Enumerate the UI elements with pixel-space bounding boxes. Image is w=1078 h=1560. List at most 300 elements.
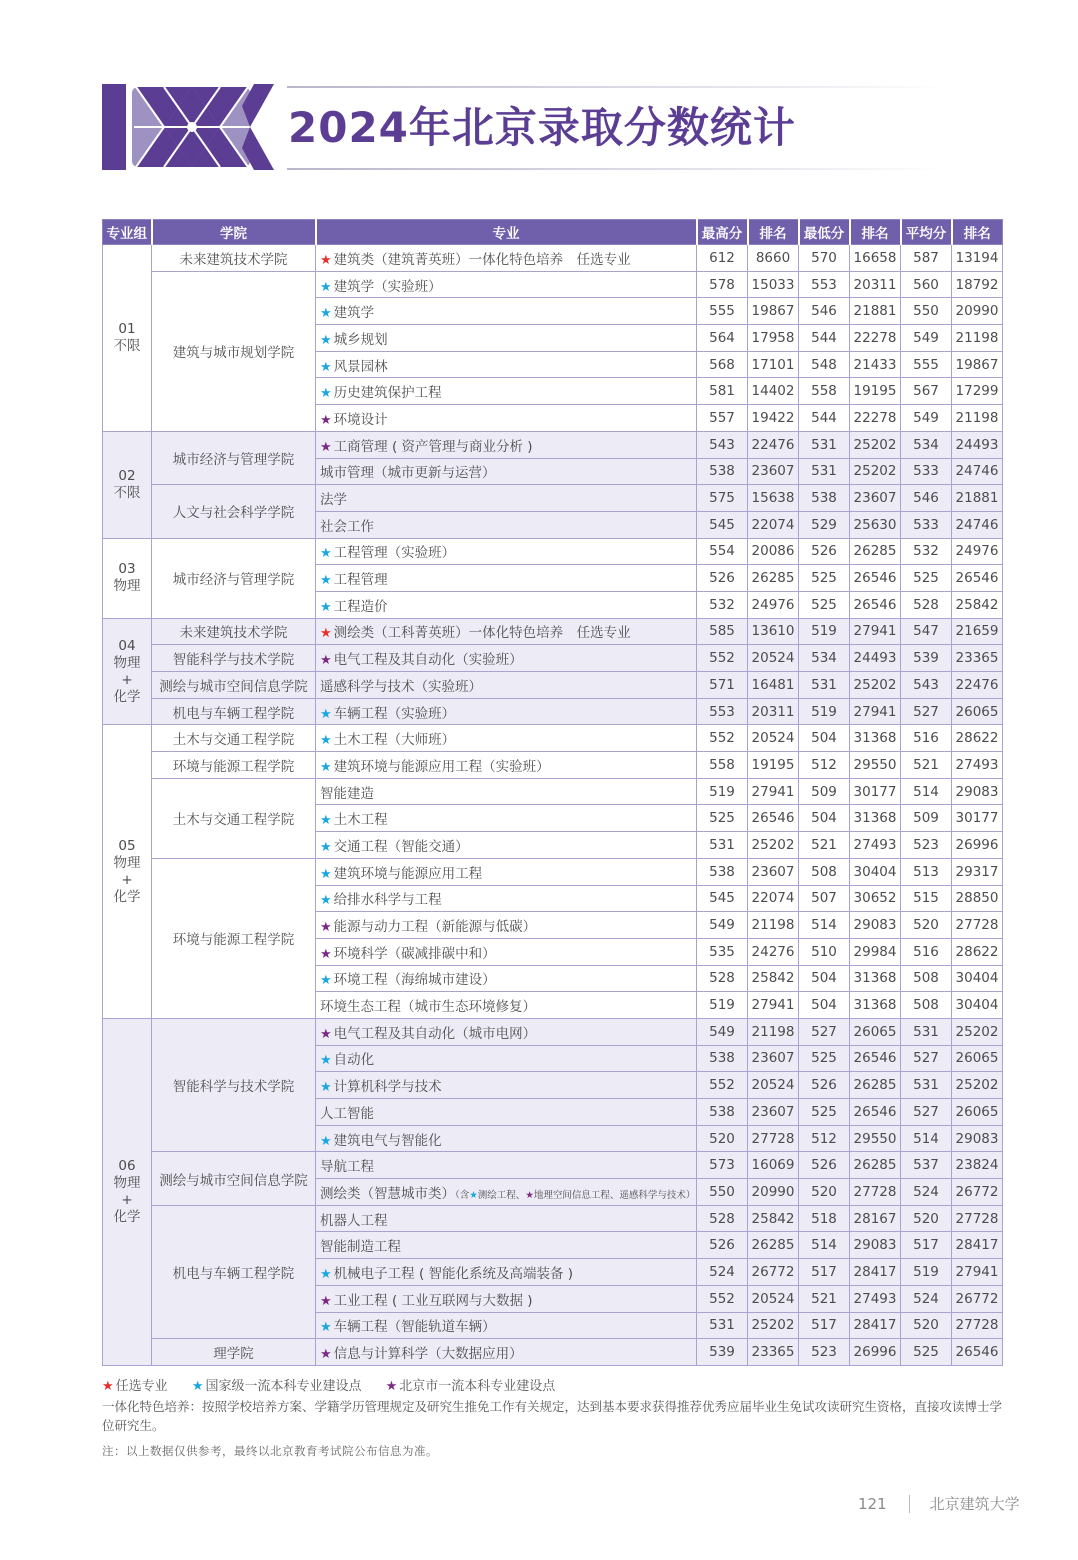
max-score-cell: 538 [697, 1045, 748, 1072]
max-score-cell: 539 [697, 1339, 748, 1366]
major-cell [316, 698, 697, 725]
min-rank-cell: 28417 [850, 1259, 901, 1286]
avg-score-cell: 520 [901, 1312, 952, 1339]
blue-star-icon: ★ [320, 386, 332, 402]
min-score-cell: 520 [799, 1179, 850, 1206]
college-cell: 智能科学与技术学院 [152, 645, 316, 672]
avg-score-cell: 533 [901, 458, 952, 485]
major-name: 建筑环境与能源应用工程 [333, 865, 483, 882]
min-score-cell: 570 [799, 245, 850, 272]
major-name: 社会工作 [320, 518, 374, 535]
avg-score-cell: 515 [901, 885, 952, 912]
major-name: 测绘类（工科菁英班）一体化特色培养 任选专业 [333, 625, 631, 642]
min-rank-cell: 26065 [850, 1018, 901, 1045]
college-cell: 城市经济与管理学院 [152, 431, 316, 484]
min-rank-cell: 29083 [850, 912, 901, 939]
major-name: 风景园林 [333, 358, 388, 375]
table-row [103, 698, 1003, 725]
avg-rank-cell: 26065 [952, 1045, 1003, 1072]
min-score-cell: 504 [799, 805, 850, 832]
table-row [103, 725, 1003, 752]
max-score-cell: 553 [697, 698, 748, 725]
min-rank-cell: 22278 [850, 405, 901, 432]
major-cell [316, 591, 697, 618]
max-score-cell: 549 [697, 1018, 748, 1045]
max-rank-cell: 26772 [748, 1259, 799, 1286]
major-name: 能源与动力工程（新能源与低碳） [333, 919, 537, 936]
max-rank-cell: 13610 [748, 618, 799, 645]
major-name: 遥感科学与技术（实验班） [320, 678, 482, 695]
avg-rank-cell: 21198 [952, 405, 1003, 432]
legend-item-elective: ★ 任选专业 [102, 1379, 168, 1394]
min-score-cell: 512 [799, 752, 850, 779]
avg-score-cell: 516 [901, 938, 952, 965]
avg-rank-cell: 25202 [952, 1018, 1003, 1045]
avg-score-cell: 527 [901, 1099, 952, 1126]
max-rank-cell: 20990 [748, 1179, 799, 1206]
max-rank-cell: 26285 [748, 1232, 799, 1259]
major-cell [316, 672, 697, 699]
min-score-cell: 519 [799, 698, 850, 725]
max-rank-cell: 8660 [748, 245, 799, 272]
major-name: 给排水科学与工程 [333, 892, 442, 909]
major-name: 建筑学 [333, 305, 375, 322]
min-rank-cell: 25202 [850, 431, 901, 458]
table-row [103, 752, 1003, 779]
max-rank-cell: 19422 [748, 405, 799, 432]
college-cell: 土木与交通工程学院 [152, 778, 316, 858]
blue-star-icon: ★ [320, 839, 332, 855]
min-rank-cell: 22278 [850, 325, 901, 352]
group-subject-line: 不限 [113, 484, 141, 501]
avg-score-cell: 519 [901, 1259, 952, 1286]
avg-rank-cell: 24976 [952, 538, 1003, 565]
major-sub-note: （含★测绘工程、★地理空间信息工程、遥感科学与技术） [455, 1189, 696, 1201]
min-score-cell: 525 [799, 1045, 850, 1072]
max-score-cell: 585 [697, 618, 748, 645]
major-name: 车辆工程（智能轨道车辆） [333, 1319, 496, 1336]
avg-rank-cell: 26065 [952, 698, 1003, 725]
major-name: 城市管理（城市更新与运营） [320, 465, 496, 482]
table-row [103, 1018, 1003, 1045]
max-score-cell: 552 [697, 725, 748, 752]
blue-star-icon: ★ [320, 279, 332, 295]
major-cell [316, 992, 697, 1019]
max-rank-cell: 25842 [748, 1205, 799, 1232]
table-header-row [103, 220, 1003, 245]
min-rank-cell: 21881 [850, 298, 901, 325]
major-name: 自动化 [333, 1052, 375, 1069]
avg-rank-cell: 17299 [952, 378, 1003, 405]
group-cell [103, 618, 152, 725]
title-rule-bottom [287, 168, 947, 170]
purple-star-icon: ★ [320, 1026, 332, 1042]
blue-star-icon: ★ [320, 893, 332, 909]
avg-rank-cell: 28850 [952, 885, 1003, 912]
max-rank-cell: 26546 [748, 805, 799, 832]
max-rank-cell: 22074 [748, 885, 799, 912]
major-cell [316, 725, 697, 752]
major-name: 机器人工程 [320, 1212, 388, 1229]
major-name: 车辆工程（实验班） [333, 705, 456, 722]
avg-rank-cell: 26772 [952, 1285, 1003, 1312]
disclaimer-note: 注：以上数据仅供参考，最终以北京教育考试院公布信息为准。 [102, 1444, 438, 1458]
avg-score-cell: 549 [901, 325, 952, 352]
avg-rank-cell: 29083 [952, 1125, 1003, 1152]
min-score-cell: 525 [799, 591, 850, 618]
star-legend [102, 1375, 575, 1394]
group-subject-line: 物理 [113, 854, 141, 871]
max-score-cell: 549 [697, 912, 748, 939]
min-rank-cell: 26996 [850, 1339, 901, 1366]
major-cell [316, 885, 697, 912]
max-score-cell: 538 [697, 458, 748, 485]
major-name: 电气工程及其自动化（城市电网） [333, 1025, 537, 1042]
blue-star-icon: ★ [320, 306, 332, 322]
min-score-cell: 531 [799, 672, 850, 699]
major-cell [316, 511, 697, 538]
major-cell [316, 1152, 697, 1179]
max-score-cell: 545 [697, 885, 748, 912]
avg-score-cell: 509 [901, 805, 952, 832]
blue-star-icon: ★ [320, 1266, 332, 1282]
col-header-major: 专业 [316, 220, 697, 245]
table-row [103, 431, 1003, 458]
major-name: 工程造价 [333, 598, 388, 615]
avg-rank-cell: 29317 [952, 858, 1003, 885]
max-rank-cell: 25202 [748, 832, 799, 859]
integrated-training-note: 一体化特色培养：按照学校培养方案、学籍学历管理规定及研究生推免工作有关规定，达到基本要求获得推荐优秀应届毕业生免试攻读研究生资格，直接攻读博士学位研究生。 [102, 1399, 1003, 1433]
avg-score-cell: 546 [901, 485, 952, 512]
avg-rank-cell: 18792 [952, 271, 1003, 298]
major-cell [316, 1285, 697, 1312]
min-rank-cell: 21433 [850, 351, 901, 378]
group-subject-line: + [121, 671, 133, 688]
avg-rank-cell: 26772 [952, 1179, 1003, 1206]
col-header-group: 专业组 [103, 220, 152, 245]
blue-star-icon: ★ [320, 1133, 332, 1149]
max-rank-cell: 24276 [748, 938, 799, 965]
max-score-cell: 519 [697, 992, 748, 1019]
min-score-cell: 504 [799, 725, 850, 752]
max-score-cell: 532 [697, 591, 748, 618]
major-cell [316, 1259, 697, 1286]
min-rank-cell: 26285 [850, 538, 901, 565]
min-rank-cell: 26546 [850, 591, 901, 618]
min-score-cell: 510 [799, 938, 850, 965]
table-row [103, 485, 1003, 512]
college-cell: 未来建筑技术学院 [152, 618, 316, 645]
avg-score-cell: 525 [901, 1339, 952, 1366]
major-cell [316, 1072, 697, 1099]
avg-rank-cell: 21881 [952, 485, 1003, 512]
max-score-cell: 552 [697, 645, 748, 672]
major-cell [316, 1045, 697, 1072]
major-cell [316, 378, 697, 405]
group-cell [103, 1018, 152, 1365]
major-cell [316, 271, 697, 298]
avg-rank-cell: 13194 [952, 245, 1003, 272]
max-rank-cell: 23607 [748, 1045, 799, 1072]
max-score-cell: 558 [697, 752, 748, 779]
max-rank-cell: 23607 [748, 858, 799, 885]
avg-rank-cell: 21198 [952, 325, 1003, 352]
college-cell: 人文与社会科学学院 [152, 485, 316, 538]
max-score-cell: 575 [697, 485, 748, 512]
max-score-cell: 526 [697, 565, 748, 592]
avg-score-cell: 508 [901, 965, 952, 992]
college-cell: 城市经济与管理学院 [152, 538, 316, 618]
blue-star-icon: ★ [469, 1189, 478, 1201]
avg-score-cell: 520 [901, 1205, 952, 1232]
admission-scores-table [102, 219, 1003, 1366]
avg-rank-cell: 27728 [952, 1312, 1003, 1339]
min-rank-cell: 25202 [850, 672, 901, 699]
group-id: 05 [118, 837, 136, 854]
min-score-cell: 517 [799, 1259, 850, 1286]
table-body [103, 245, 1003, 1366]
avg-rank-cell: 30404 [952, 992, 1003, 1019]
max-rank-cell: 17101 [748, 351, 799, 378]
min-rank-cell: 20311 [850, 271, 901, 298]
avg-rank-cell: 26546 [952, 1339, 1003, 1366]
avg-score-cell: 567 [901, 378, 952, 405]
max-rank-cell: 19867 [748, 298, 799, 325]
min-score-cell: 512 [799, 1125, 850, 1152]
blue-star-icon: ★ [320, 573, 332, 589]
min-rank-cell: 31368 [850, 965, 901, 992]
min-score-cell: 507 [799, 885, 850, 912]
college-cell: 建筑与城市规划学院 [152, 271, 316, 431]
min-score-cell: 538 [799, 485, 850, 512]
blue-star-icon: ★ [320, 1080, 332, 1096]
min-rank-cell: 28167 [850, 1205, 901, 1232]
max-rank-cell: 27941 [748, 992, 799, 1019]
min-rank-cell: 29083 [850, 1232, 901, 1259]
max-rank-cell: 19195 [748, 752, 799, 779]
major-name: 工业工程 ( 工业互联网与大数据 ) [333, 1292, 533, 1309]
major-name: 土木工程（大师班） [333, 732, 456, 749]
page-number: 121 [858, 1494, 887, 1513]
major-cell [316, 351, 697, 378]
avg-rank-cell: 30404 [952, 965, 1003, 992]
min-score-cell: 521 [799, 832, 850, 859]
major-cell [316, 458, 697, 485]
major-cell [316, 752, 697, 779]
major-cell [316, 1232, 697, 1259]
avg-rank-cell: 23365 [952, 645, 1003, 672]
avg-score-cell: 514 [901, 778, 952, 805]
max-score-cell: 524 [697, 1259, 748, 1286]
col-header-min-score: 最低分 [799, 220, 850, 245]
table-row [103, 1152, 1003, 1179]
min-rank-cell: 28417 [850, 1312, 901, 1339]
max-score-cell: 538 [697, 858, 748, 885]
max-score-cell: 550 [697, 1179, 748, 1206]
major-name: 法学 [320, 492, 347, 509]
major-name: 导航工程 [320, 1159, 374, 1176]
max-rank-cell: 27941 [748, 778, 799, 805]
major-cell [316, 912, 697, 939]
min-rank-cell: 27493 [850, 832, 901, 859]
blue-star-icon: ★ [320, 1320, 332, 1336]
avg-score-cell: 523 [901, 832, 952, 859]
major-cell [316, 778, 697, 805]
min-rank-cell: 26285 [850, 1152, 901, 1179]
major-cell [316, 245, 697, 272]
max-score-cell: 555 [697, 298, 748, 325]
major-cell [316, 431, 697, 458]
purple-star-icon: ★ [525, 1189, 534, 1201]
red-star-icon: ★ [102, 1379, 114, 1394]
group-subject-line: + [121, 1191, 133, 1208]
min-rank-cell: 24493 [850, 645, 901, 672]
avg-rank-cell: 25842 [952, 591, 1003, 618]
max-rank-cell: 24976 [748, 591, 799, 618]
avg-rank-cell: 24746 [952, 511, 1003, 538]
col-header-avg-rank: 排名 [952, 220, 1003, 245]
avg-score-cell: 516 [901, 725, 952, 752]
col-header-max-rank: 排名 [748, 220, 799, 245]
max-rank-cell: 22476 [748, 431, 799, 458]
major-cell [316, 538, 697, 565]
max-score-cell: 564 [697, 325, 748, 352]
max-rank-cell: 15638 [748, 485, 799, 512]
max-score-cell: 519 [697, 778, 748, 805]
avg-rank-cell: 30177 [952, 805, 1003, 832]
blue-star-icon: ★ [320, 332, 332, 348]
avg-score-cell: 513 [901, 858, 952, 885]
avg-score-cell: 527 [901, 698, 952, 725]
major-name: 环境生态工程（城市生态环境修复） [320, 999, 536, 1016]
avg-rank-cell: 20990 [952, 298, 1003, 325]
max-score-cell: 531 [697, 1312, 748, 1339]
min-score-cell: 553 [799, 271, 850, 298]
avg-score-cell: 539 [901, 645, 952, 672]
college-cell: 环境与能源工程学院 [152, 858, 316, 1018]
avg-score-cell: 547 [901, 618, 952, 645]
max-score-cell: 543 [697, 431, 748, 458]
major-cell [316, 1018, 697, 1045]
avg-score-cell: 533 [901, 511, 952, 538]
min-rank-cell: 29550 [850, 752, 901, 779]
max-rank-cell: 22074 [748, 511, 799, 538]
avg-score-cell: 534 [901, 431, 952, 458]
blue-star-icon: ★ [320, 599, 332, 615]
avg-score-cell: 549 [901, 405, 952, 432]
avg-score-cell: 520 [901, 912, 952, 939]
max-score-cell: 573 [697, 1152, 748, 1179]
min-rank-cell: 16658 [850, 245, 901, 272]
major-name: 环境科学（碳减排碳中和） [333, 945, 496, 962]
avg-rank-cell: 27941 [952, 1259, 1003, 1286]
avg-rank-cell: 28622 [952, 938, 1003, 965]
major-name: 智能建造 [320, 785, 374, 802]
max-score-cell: 525 [697, 805, 748, 832]
max-rank-cell: 17958 [748, 325, 799, 352]
purple-star-icon: ★ [320, 920, 332, 936]
avg-score-cell: 537 [901, 1152, 952, 1179]
avg-rank-cell: 26065 [952, 1099, 1003, 1126]
table-row [103, 271, 1003, 298]
min-rank-cell: 31368 [850, 992, 901, 1019]
major-cell [316, 1205, 697, 1232]
major-cell [316, 1125, 697, 1152]
avg-rank-cell: 27493 [952, 752, 1003, 779]
max-score-cell: 526 [697, 1232, 748, 1259]
group-subject-line: + [121, 871, 133, 888]
min-score-cell: 546 [799, 298, 850, 325]
blue-star-icon: ★ [191, 1379, 204, 1394]
max-score-cell: 571 [697, 672, 748, 699]
avg-rank-cell: 29083 [952, 778, 1003, 805]
major-cell [316, 1339, 697, 1366]
min-score-cell: 526 [799, 538, 850, 565]
max-rank-cell: 26285 [748, 565, 799, 592]
major-name: 建筑电气与智能化 [333, 1132, 442, 1149]
min-rank-cell: 29550 [850, 1125, 901, 1152]
blue-star-icon: ★ [320, 813, 332, 829]
min-rank-cell: 25630 [850, 511, 901, 538]
max-rank-cell: 16481 [748, 672, 799, 699]
purple-star-icon: ★ [320, 653, 332, 669]
min-score-cell: 504 [799, 992, 850, 1019]
col-header-max-score: 最高分 [697, 220, 748, 245]
min-rank-cell: 31368 [850, 725, 901, 752]
min-rank-cell: 31368 [850, 805, 901, 832]
major-name: 电气工程及其自动化（实验班） [333, 652, 523, 669]
major-name: 机械电子工程 ( 智能化系统及高端装备 ) [333, 1265, 574, 1282]
table-row [103, 645, 1003, 672]
group-cell [103, 431, 152, 538]
max-rank-cell: 21198 [748, 1018, 799, 1045]
avg-score-cell: 521 [901, 752, 952, 779]
red-star-icon: ★ [320, 626, 332, 642]
min-score-cell: 504 [799, 965, 850, 992]
avg-rank-cell: 27728 [952, 912, 1003, 939]
col-header-college: 学院 [152, 220, 316, 245]
max-score-cell: 552 [697, 1285, 748, 1312]
major-name: 建筑环境与能源应用工程（实验班） [333, 758, 550, 775]
college-cell: 机电与车辆工程学院 [152, 1205, 316, 1338]
min-rank-cell: 27728 [850, 1179, 901, 1206]
major-name: 人工智能 [320, 1105, 374, 1122]
avg-rank-cell: 22476 [952, 672, 1003, 699]
min-rank-cell: 29984 [850, 938, 901, 965]
max-score-cell: 554 [697, 538, 748, 565]
min-score-cell: 521 [799, 1285, 850, 1312]
min-score-cell: 523 [799, 1339, 850, 1366]
min-rank-cell: 27941 [850, 618, 901, 645]
min-score-cell: 508 [799, 858, 850, 885]
min-rank-cell: 23607 [850, 485, 901, 512]
max-score-cell: 578 [697, 271, 748, 298]
min-score-cell: 514 [799, 912, 850, 939]
max-rank-cell: 20311 [748, 698, 799, 725]
group-subject-line: 不限 [113, 337, 141, 354]
avg-rank-cell: 24493 [952, 431, 1003, 458]
max-rank-cell: 14402 [748, 378, 799, 405]
avg-rank-cell: 28622 [952, 725, 1003, 752]
max-score-cell: 552 [697, 1072, 748, 1099]
college-cell: 测绘与城市空间信息学院 [152, 672, 316, 699]
max-rank-cell: 16069 [748, 1152, 799, 1179]
group-subject-line: 物理 [113, 1174, 141, 1191]
table-row [103, 1205, 1003, 1232]
major-cell [316, 298, 697, 325]
purple-star-icon: ★ [320, 946, 332, 962]
avg-rank-cell: 26996 [952, 832, 1003, 859]
